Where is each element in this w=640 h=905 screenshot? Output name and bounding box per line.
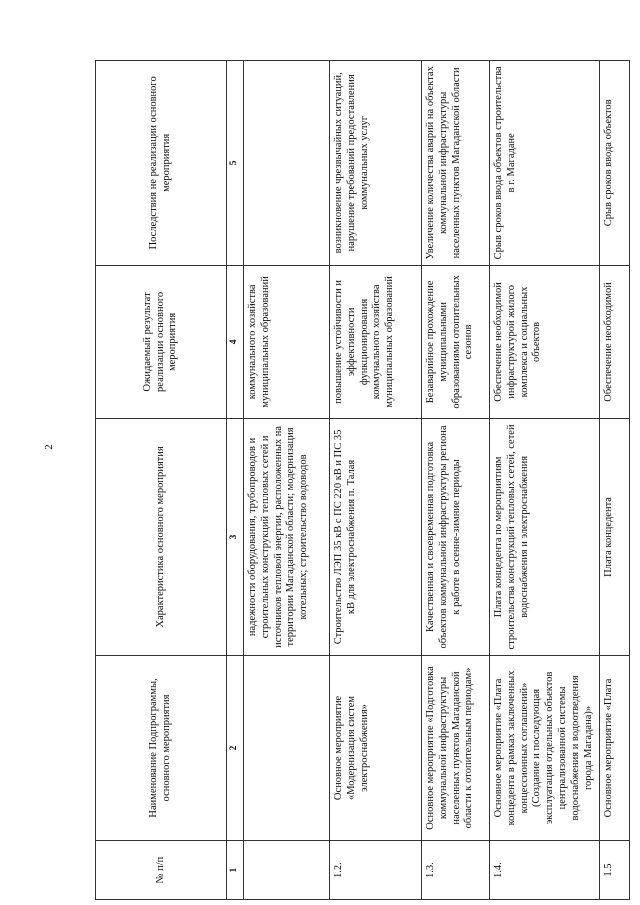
row-number: 1.2. (330, 841, 422, 900)
measure-result: Безаварийное прохождение муниципальными образованиями отопительных сезонов (422, 265, 490, 418)
column-number: 4 (227, 265, 244, 418)
table-row (422, 61, 490, 900)
column-number: 3 (227, 419, 244, 656)
measure-result: Обеспечение необходимой (600, 265, 630, 418)
measure-consequence (244, 61, 330, 266)
measure-name (244, 655, 330, 840)
table-header-row (96, 61, 227, 900)
table-row (490, 61, 600, 900)
measure-characteristic: Качественная и своевременная подготовка объектов коммунальной инфраструктуры региона к работе в осенне-зимние периоды (422, 419, 490, 656)
table-row (330, 61, 422, 900)
table-row (600, 61, 630, 900)
measure-characteristic: Плата концедента (600, 419, 630, 656)
measure-characteristic: надежности оборудования, трубопроводов и строительных конструкций тепловых сетей и источников тепловой энергии, расположенных на территории Магаданской области; модернизация котельных; строительство водоводов (244, 419, 330, 656)
header-number: № п/п (96, 841, 227, 900)
row-number: 1.5 (600, 841, 630, 900)
row-number (244, 841, 330, 900)
column-number-row (227, 61, 244, 900)
page-number: 2 (42, 444, 55, 450)
measure-result: повышение устойчивости и эффективности функционирования коммунального хозяйства муниципальных образований (330, 265, 422, 418)
table-row (244, 61, 330, 900)
column-number: 2 (227, 655, 244, 840)
measure-characteristic: Плата концедента по мероприятиям строительства конструкций тепловых сетей, сетей водоснабжения и электроснабжения (490, 419, 600, 656)
column-number: 1 (227, 841, 244, 900)
measure-name: Основное мероприятие «Подготовка коммунальной инфраструктуры населенных пунктов Магаданской области к отопительным периодам» (422, 655, 490, 840)
column-number: 5 (227, 61, 244, 266)
header-name: Наименование Подпрограммы, основного мероприятия (96, 655, 227, 840)
measures-table (95, 60, 630, 900)
measure-consequence: возникновение чрезвычайных ситуаций, нарушение требований предоставления коммунальных услуг (330, 61, 422, 266)
measure-consequence: Увеличение количества аварий на объектах коммунальной инфраструктуры населенных пунктов Магаданской области (422, 61, 490, 266)
measure-name: Основное мероприятие «Модернизация систем электроснабжения» (330, 655, 422, 840)
measure-name: Основное мероприятие «Плата концедента в рамках заключенных концессионных соглашений» (Создание и последующая эксплуатация отдельных объектов централизованной системы водоснабжения и водоотведения города Магадана)» (490, 655, 600, 840)
row-number: 1.3. (422, 841, 490, 900)
rotated-table-container (95, 60, 630, 900)
row-number: 1.4. (490, 841, 600, 900)
measure-result: коммунального хозяйства муниципальных образований (244, 265, 330, 418)
header-consequence: Последствия не реализации основного мероприятия (96, 61, 227, 266)
measure-consequence: Срыв сроков ввода объектов (600, 61, 630, 266)
measure-name: Основное мероприятие «Плата (600, 655, 630, 840)
measure-consequence: Срыв сроков ввода объектов строительства в г. Магадане (490, 61, 600, 266)
header-result: Ожидаемый результат реализации основного мероприятия (96, 265, 227, 418)
measure-result: Обеспечение необходимой инфраструктурой жилого комплекса и социальных объектов (490, 265, 600, 418)
header-characteristic: Характеристика основного мероприятия (96, 419, 227, 656)
measure-characteristic: Строительство ЛЭП 35 кВ с ПС 220 кВ и ПС 35 кВ для электроснабжения п. Талая (330, 419, 422, 656)
